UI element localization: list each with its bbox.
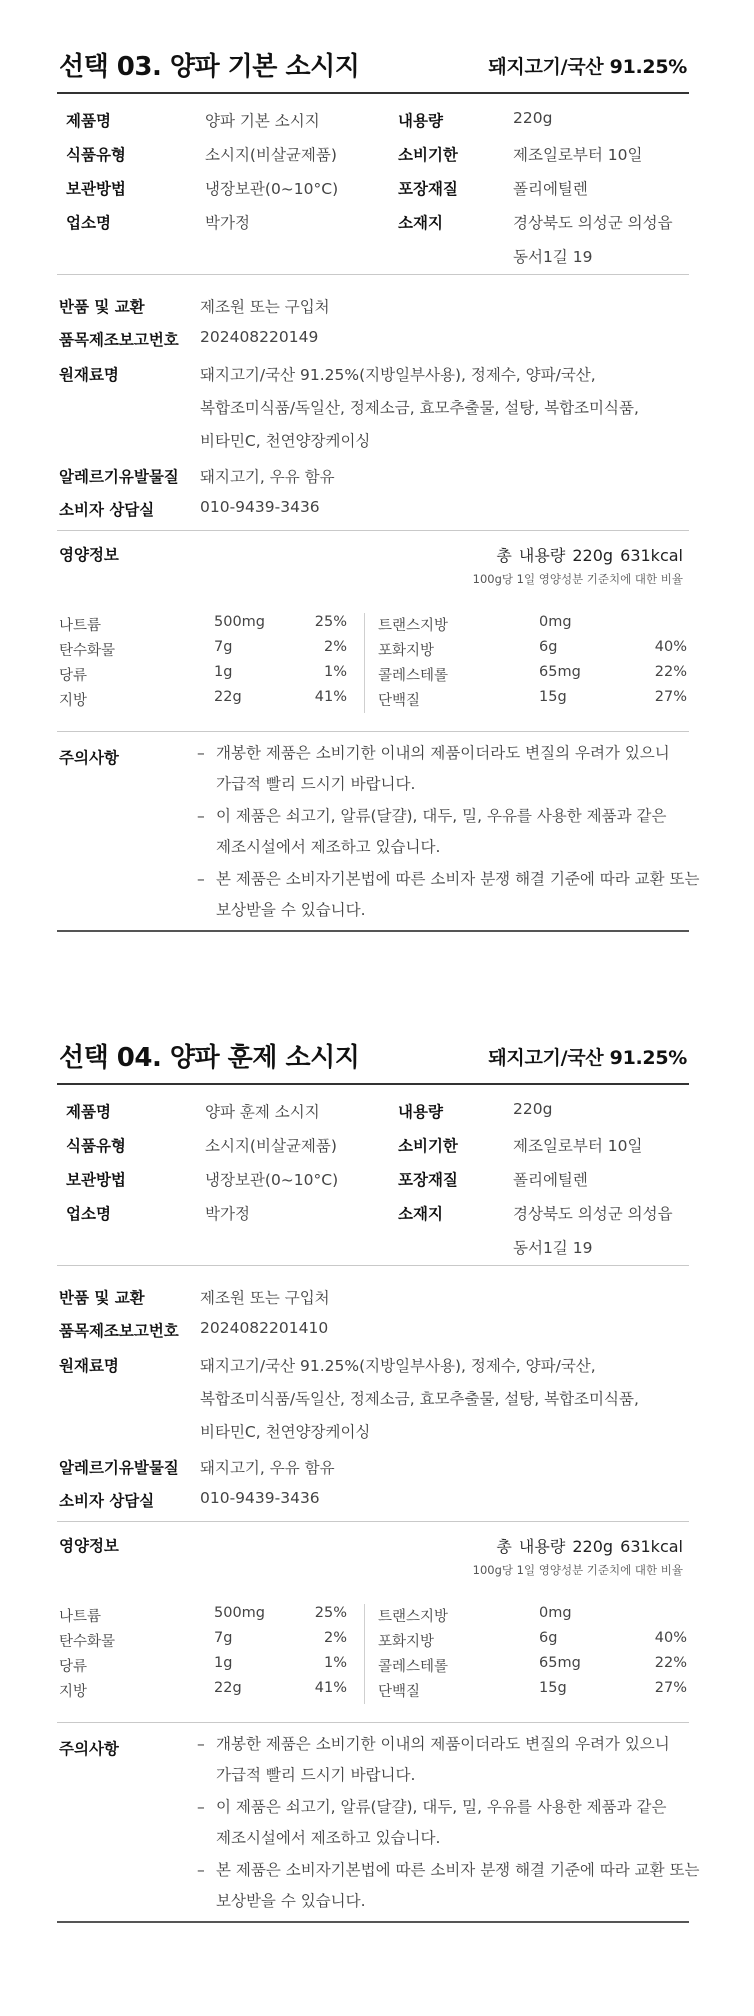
nutrient-amount: 6g [539, 639, 558, 655]
info-value-product-name: 양파 훈제 소시지 [205, 1103, 320, 1121]
nutrition-title: 영양정보 [59, 546, 119, 564]
nutrition-column-divider [364, 613, 365, 713]
nutrient-name: 탄수화물 [59, 1634, 116, 1650]
nutrient-percent: 1% [323, 664, 347, 680]
caution-text [216, 1729, 686, 1791]
nutrition-info [57, 531, 689, 731]
product-section-03 [57, 34, 700, 932]
info-label-location: 소재지 [398, 214, 443, 232]
info-value-food-type: 소시지(비살균제품) [205, 1137, 337, 1155]
nutrient-name: 당류 [59, 668, 88, 684]
nutrient-name: 단백질 [378, 1684, 421, 1700]
info-value-business: 박가정 [205, 1205, 250, 1223]
caution-line: 개봉한 제품은 소비기한 이내의 제품이더라도 변질의 우려가 있으니 [216, 744, 670, 762]
nutrient-amount: 15g [539, 689, 567, 705]
nutrient-amount: 500mg [214, 1605, 266, 1621]
detail-info [57, 275, 689, 530]
info-value-expiry: 제조일로부터 10일 [513, 146, 643, 164]
return-value: 제조원 또는 구입처 [200, 298, 330, 316]
nutrient-amount: 65mg [539, 664, 581, 680]
nutrition-info [57, 1522, 689, 1722]
nutrient-name: 단백질 [378, 693, 421, 709]
caution-line: 보상받을 수 있습니다. [216, 1892, 366, 1910]
nutrient-amount: 0mg [539, 614, 572, 630]
section-end-divider [57, 1921, 689, 1923]
caution-line: 보상받을 수 있습니다. [216, 901, 366, 919]
bullet-dash: – [197, 1735, 205, 1753]
nutrition-total: 총 내용량 220g 631kcal [496, 546, 683, 565]
info-label-net-weight: 내용량 [398, 1103, 443, 1121]
info-value-storage: 냉장보관(0~10°C) [205, 180, 339, 198]
info-value-location-line2: 동서1길 19 [513, 248, 593, 266]
info-value-storage: 냉장보관(0~10°C) [205, 1171, 339, 1189]
nutrient-name: 트랜스지방 [378, 1609, 449, 1625]
nutrient-name: 나트륨 [59, 618, 102, 634]
info-value-location-line2: 동서1길 19 [513, 1239, 593, 1257]
consumer-center-phone: 010-9439-3436 [200, 1489, 320, 1507]
info-value-product-name: 양파 기본 소시지 [205, 112, 320, 130]
info-label-expiry: 소비기한 [398, 1137, 458, 1155]
info-value-net-weight: 220g [513, 109, 553, 127]
origin-label: 돼지고기/국산 91.25% [488, 56, 687, 78]
nutrient-amount: 65mg [539, 1655, 581, 1671]
nutrient-percent: 2% [323, 639, 347, 655]
nutrition-total: 총 내용량 220g 631kcal [496, 1537, 683, 1556]
caution-text [216, 1855, 700, 1917]
nutrition-column-divider [364, 1604, 365, 1704]
info-label-food-type: 식품유형 [66, 146, 126, 164]
caution-text [216, 801, 686, 863]
caution-text [216, 738, 686, 800]
nutrient-percent: 40% [654, 639, 687, 655]
nutrient-name: 콜레스테롤 [378, 668, 449, 684]
caution-line: 제조시설에서 제조하고 있습니다. [216, 838, 441, 856]
info-label-expiry: 소비기한 [398, 146, 458, 164]
info-value-expiry: 제조일로부터 10일 [513, 1137, 643, 1155]
caution-line: 이 제품은 쇠고기, 알류(달걀), 대두, 밀, 우유를 사용한 제품과 같은 [216, 1798, 667, 1816]
bullet-dash: – [197, 807, 205, 825]
report-number-value: 2024082201410 [200, 1319, 329, 1337]
return-value: 제조원 또는 구입처 [200, 1289, 330, 1307]
caution-line: 이 제품은 쇠고기, 알류(달걀), 대두, 밀, 우유를 사용한 제품과 같은 [216, 807, 667, 825]
basic-info-grid [57, 1085, 689, 1265]
nutrient-name: 콜레스테롤 [378, 1659, 449, 1675]
product-section-04 [57, 1025, 700, 1923]
caution-text [216, 1792, 686, 1854]
nutrient-amount: 1g [214, 664, 233, 680]
nutrient-name: 포화지방 [378, 1634, 435, 1650]
detail-info [57, 1266, 689, 1521]
caution-text [216, 864, 700, 926]
nutrient-percent: 40% [654, 1630, 687, 1646]
allergy-label: 알레르기유발물질 [59, 1459, 179, 1477]
nutrient-percent: 2% [323, 1630, 347, 1646]
ingredients-line: 돼지고기/국산 91.25%(지방일부사용), 정제수, 양파/국산, [200, 1357, 596, 1375]
info-label-net-weight: 내용량 [398, 112, 443, 130]
nutrient-amount: 15g [539, 1680, 567, 1696]
ingredients-line: 복합조미식품/독일산, 정제소금, 효모추출물, 설탕, 복합조미식품, [200, 1390, 639, 1408]
info-value-business: 박가정 [205, 214, 250, 232]
caution-title: 주의사항 [59, 1740, 119, 1758]
product-title: 선택 04. 양파 훈제 소시지 [59, 1043, 360, 1073]
nutrient-amount: 22g [214, 1680, 242, 1696]
section-end-divider [57, 930, 689, 932]
info-label-packaging: 포장재질 [398, 1171, 458, 1189]
nutrient-percent: 25% [314, 614, 347, 630]
ingredients-label: 원재료명 [59, 1357, 119, 1375]
nutrient-amount: 22g [214, 689, 242, 705]
nutrition-title: 영양정보 [59, 1537, 119, 1555]
report-number-label: 품목제조보고번호 [59, 1322, 179, 1340]
nutrient-amount: 7g [214, 639, 233, 655]
nutrient-percent: 22% [654, 1655, 687, 1671]
allergy-value: 돼지고기, 우유 함유 [200, 1459, 335, 1477]
info-label-product-name: 제품명 [66, 112, 111, 130]
ingredients-line: 돼지고기/국산 91.25%(지방일부사용), 정제수, 양파/국산, [200, 366, 596, 384]
nutrient-percent: 41% [314, 1680, 347, 1696]
nutrient-name: 트랜스지방 [378, 618, 449, 634]
nutrient-amount: 6g [539, 1630, 558, 1646]
info-label-packaging: 포장재질 [398, 180, 458, 198]
product-header [57, 1025, 689, 1083]
info-value-net-weight: 220g [513, 1100, 553, 1118]
nutrient-percent: 22% [654, 664, 687, 680]
nutrient-name: 포화지방 [378, 643, 435, 659]
caution-line: 본 제품은 소비자기본법에 따른 소비자 분쟁 해결 기준에 따라 교환 또는 [216, 870, 700, 888]
basic-info-grid [57, 94, 689, 274]
info-value-location: 경상북도 의성군 의성읍 [513, 214, 673, 232]
caution-line: 제조시설에서 제조하고 있습니다. [216, 1829, 441, 1847]
bullet-dash: – [197, 1861, 205, 1879]
caution-section [57, 732, 700, 930]
ingredients-line: 복합조미식품/독일산, 정제소금, 효모추출물, 설탕, 복합조미식품, [200, 399, 639, 417]
nutrient-percent: 27% [654, 1680, 687, 1696]
nutrient-name: 나트륨 [59, 1609, 102, 1625]
product-title: 선택 03. 양파 기본 소시지 [59, 52, 360, 82]
caution-line: 가급적 빨리 드시기 바랍니다. [216, 775, 416, 793]
caution-line: 개봉한 제품은 소비기한 이내의 제품이더라도 변질의 우려가 있으니 [216, 1735, 670, 1753]
allergy-label: 알레르기유발물질 [59, 468, 179, 486]
ingredients-label: 원재료명 [59, 366, 119, 384]
nutrient-amount: 7g [214, 1630, 233, 1646]
bullet-dash: – [197, 1798, 205, 1816]
info-label-product-name: 제품명 [66, 1103, 111, 1121]
return-label: 반품 및 교환 [59, 298, 145, 316]
info-label-location: 소재지 [398, 1205, 443, 1223]
report-number-label: 품목제조보고번호 [59, 331, 179, 349]
nutrition-note: 100g당 1일 영양성분 기준치에 대한 비율 [472, 1563, 683, 1577]
consumer-center-label: 소비자 상담실 [59, 501, 155, 519]
nutrient-percent: 25% [314, 1605, 347, 1621]
ingredients-line: 비타민C, 천연양장케이싱 [200, 1423, 371, 1441]
caution-title: 주의사항 [59, 749, 119, 767]
nutrition-note: 100g당 1일 영양성분 기준치에 대한 비율 [472, 572, 683, 586]
nutrient-percent: 1% [323, 1655, 347, 1671]
info-label-food-type: 식품유형 [66, 1137, 126, 1155]
bullet-dash: – [197, 870, 205, 888]
caution-section [57, 1723, 700, 1921]
nutrient-percent: 27% [654, 689, 687, 705]
nutrient-name: 지방 [59, 1684, 88, 1700]
info-value-food-type: 소시지(비살균제품) [205, 146, 337, 164]
nutrient-name: 당류 [59, 1659, 88, 1675]
info-value-packaging: 폴리에틸렌 [513, 180, 588, 198]
nutrient-name: 탄수화물 [59, 643, 116, 659]
consumer-center-label: 소비자 상담실 [59, 1492, 155, 1510]
nutrient-amount: 1g [214, 1655, 233, 1671]
info-value-packaging: 폴리에틸렌 [513, 1171, 588, 1189]
caution-line: 본 제품은 소비자기본법에 따른 소비자 분쟁 해결 기준에 따라 교환 또는 [216, 1861, 700, 1879]
return-label: 반품 및 교환 [59, 1289, 145, 1307]
report-number-value: 202408220149 [200, 328, 319, 346]
info-label-storage: 보관방법 [66, 1171, 126, 1189]
consumer-center-phone: 010-9439-3436 [200, 498, 320, 516]
nutrient-percent: 41% [314, 689, 347, 705]
nutrient-name: 지방 [59, 693, 88, 709]
info-label-business: 업소명 [66, 214, 111, 232]
info-label-business: 업소명 [66, 1205, 111, 1223]
nutrient-amount: 500mg [214, 614, 266, 630]
info-value-location: 경상북도 의성군 의성읍 [513, 1205, 673, 1223]
ingredients-line: 비타민C, 천연양장케이싱 [200, 432, 371, 450]
product-header [57, 34, 689, 92]
info-label-storage: 보관방법 [66, 180, 126, 198]
bullet-dash: – [197, 744, 205, 762]
nutrient-amount: 0mg [539, 1605, 572, 1621]
origin-label: 돼지고기/국산 91.25% [488, 1047, 687, 1069]
allergy-value: 돼지고기, 우유 함유 [200, 468, 335, 486]
caution-line: 가급적 빨리 드시기 바랍니다. [216, 1766, 416, 1784]
